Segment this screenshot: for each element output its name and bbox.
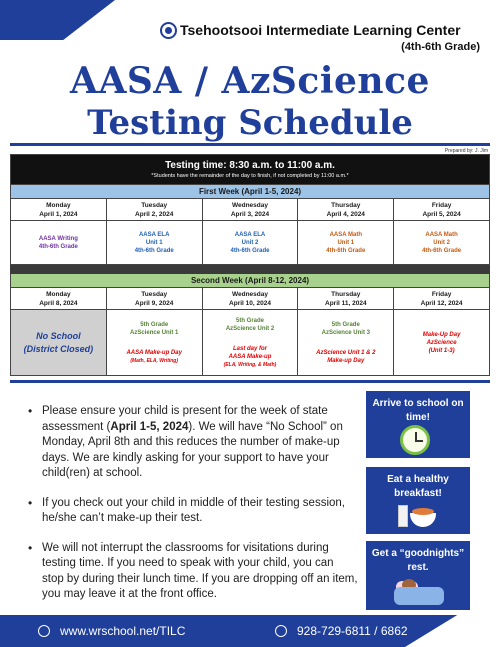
day-cell: Tuesday April 2, 2024 [106, 199, 202, 221]
testing-schedule-table [10, 154, 490, 376]
week2-header: Second Week (April 8-12, 2024) [11, 274, 490, 288]
testing-time-row [11, 155, 490, 185]
header-wedge [0, 0, 115, 40]
page-title-line2: Testing Schedule [87, 103, 413, 143]
week-divider [11, 265, 490, 274]
day-cell: Wednesday April 3, 2024 [202, 199, 298, 221]
title-divider [10, 143, 490, 146]
alarm-clock-icon [400, 425, 430, 455]
sleeping-bear-icon [394, 579, 444, 605]
week1-days [11, 199, 490, 221]
day-cell: Monday April 1, 2024 [11, 199, 107, 221]
school-name: Tsehootsooi Intermediate Learning Center [180, 22, 461, 38]
footer-band [0, 615, 500, 647]
day-cell: Monday April 8, 2024 [11, 288, 107, 310]
test-cell: 5th Grade AzScience Unit 2 Last day for AASA Make-up (ELA, Writing, & Math) [202, 310, 298, 376]
website-link[interactable]: www.wrschool.net/TILC [38, 624, 185, 638]
day-cell: Friday April 12, 2024 [394, 288, 490, 310]
section-divider [10, 380, 490, 383]
test-cell: Make-Up Day AzScience (Unit 1-3) [394, 310, 490, 376]
day-cell: Wednesday April 10, 2024 [202, 288, 298, 310]
testing-time: Testing time: 8:30 a.m. to 11:00 a.m. [165, 160, 335, 171]
day-cell: Friday April 5, 2024 [394, 199, 490, 221]
prepared-by: Prepared by: J. Jim [444, 148, 488, 154]
parent-notes-list [28, 404, 358, 617]
phone-number[interactable]: 928-729-6811 / 6862 [275, 624, 408, 638]
week1-header: First Week (April 1-5, 2024) [11, 185, 490, 199]
week2-days [11, 288, 490, 310]
no-school-cell: No School (District Closed) [11, 310, 107, 376]
test-cell: AASA Math Unit 2 4th-6th Grade [394, 221, 490, 265]
test-cell: AASA Writing 4th-6th Grade [11, 221, 107, 265]
test-cell: AASA ELA Unit 2 4th-6th Grade [202, 221, 298, 265]
week1-tests [11, 221, 490, 265]
test-cell: 5th Grade AzScience Unit 3 AzScience Unit 1 & 2 Make-up Day [298, 310, 394, 376]
footer-wedge [405, 615, 500, 647]
arrive-on-time-card: Arrive to school on time! [366, 391, 470, 458]
day-cell: Tuesday April 9, 2024 [106, 288, 202, 310]
phone-icon [275, 625, 287, 637]
test-cell: AASA Math Unit 1 4th-6th Grade [298, 221, 394, 265]
goodnight-rest-card: Get a “goodnights” rest. [366, 541, 470, 610]
globe-icon [38, 625, 50, 637]
test-cell: AASA ELA Unit 1 4th-6th Grade [106, 221, 202, 265]
page-title-line1: AASA / AzScience [70, 60, 430, 102]
testing-time-note: *Students have the remainder of the day to finish, if not completed by 11:00 a.m.* [151, 173, 349, 179]
list-item: • If you check out your child in middle of their testing session, he/she can’t make-up their test. [28, 496, 358, 527]
breakfast-icon [396, 503, 438, 529]
day-cell: Thursday April 11, 2024 [298, 288, 394, 310]
list-item: • We will not interrupt the classrooms for visitations during testing time. If you need to speak with your child, you can stop by during their lunch time. If you are dropping off an item, you may leave it at the front office. [28, 541, 358, 603]
list-item: • Please ensure your child is present for the week of state assessment (April 1-5, 2024). We will have “No School” on Monday, April 8th and this reduces the number of make-up days. We are kindly asking for your support to have your child(ren) at school. [28, 404, 358, 482]
test-cell: 5th Grade AzScience Unit 1 AASA Make-up Day (Math, ELA, Writing) [106, 310, 202, 376]
grade-range: (4th-6th Grade) [401, 41, 480, 53]
day-cell: Thursday April 4, 2024 [298, 199, 394, 221]
healthy-breakfast-card: Eat a healthy breakfast! [366, 467, 470, 534]
week2-tests [11, 310, 490, 376]
